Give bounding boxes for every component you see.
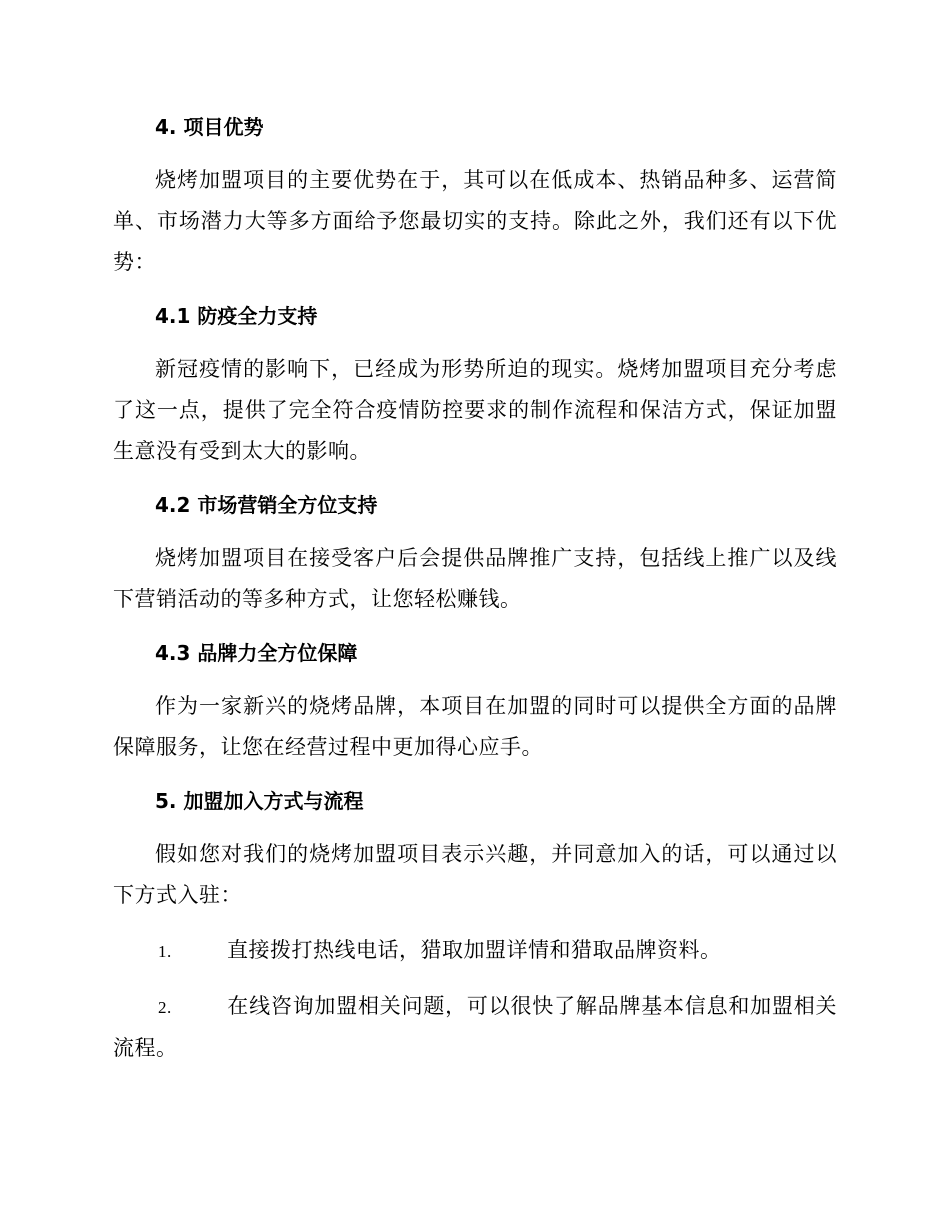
paragraph: 烧烤加盟项目在接受客户后会提供品牌推广支持，包括线上推广以及线下营销活动的等多种方式，让您轻松赚钱。 xyxy=(113,546,837,611)
paragraph: 作为一家新兴的烧烤品牌，本项目在加盟的同时可以提供全方面的品牌保障服务，让您在经营过程中更加得心应手。 xyxy=(113,694,837,759)
paragraph: 烧烤加盟项目的主要优势在于，其可以在低成本、热销品种多、运营简单、市场潜力大等多方面给予您最切实的支持。除此之外，我们还有以下优势： xyxy=(113,168,837,274)
paragraph: 新冠疫情的影响下，已经成为形势所迫的现实。烧烤加盟项目充分考虑了这一点，提供了完全符合疫情防控要求的制作流程和保洁方式，保证加盟生意没有受到太大的影响。 xyxy=(113,357,837,463)
list-item-number: 2. xyxy=(158,998,172,1017)
section-heading: 4. 项目优势 xyxy=(155,115,264,139)
section-heading: 4.2 市场营销全方位支持 xyxy=(155,493,378,517)
section-heading: 4.3 品牌力全方位保障 xyxy=(155,641,358,665)
list-item xyxy=(113,930,837,972)
list-item-text: 在线咨询加盟相关问题，可以很快了解品牌基本信息和加盟相关流程。 xyxy=(113,994,837,1060)
section-heading: 5. 加盟加入方式与流程 xyxy=(155,789,364,813)
list-item xyxy=(113,986,837,1069)
paragraph: 假如您对我们的烧烤加盟项目表示兴趣，并同意加入的话，可以通过以下方式入驻： xyxy=(113,842,837,907)
list-item-text: 直接拨打热线电话，猎取加盟详情和猎取品牌资料。 xyxy=(227,938,722,962)
list-item-number: 1. xyxy=(158,942,172,961)
section-heading: 4.1 防疫全力支持 xyxy=(155,304,318,328)
document-body xyxy=(113,108,837,1083)
